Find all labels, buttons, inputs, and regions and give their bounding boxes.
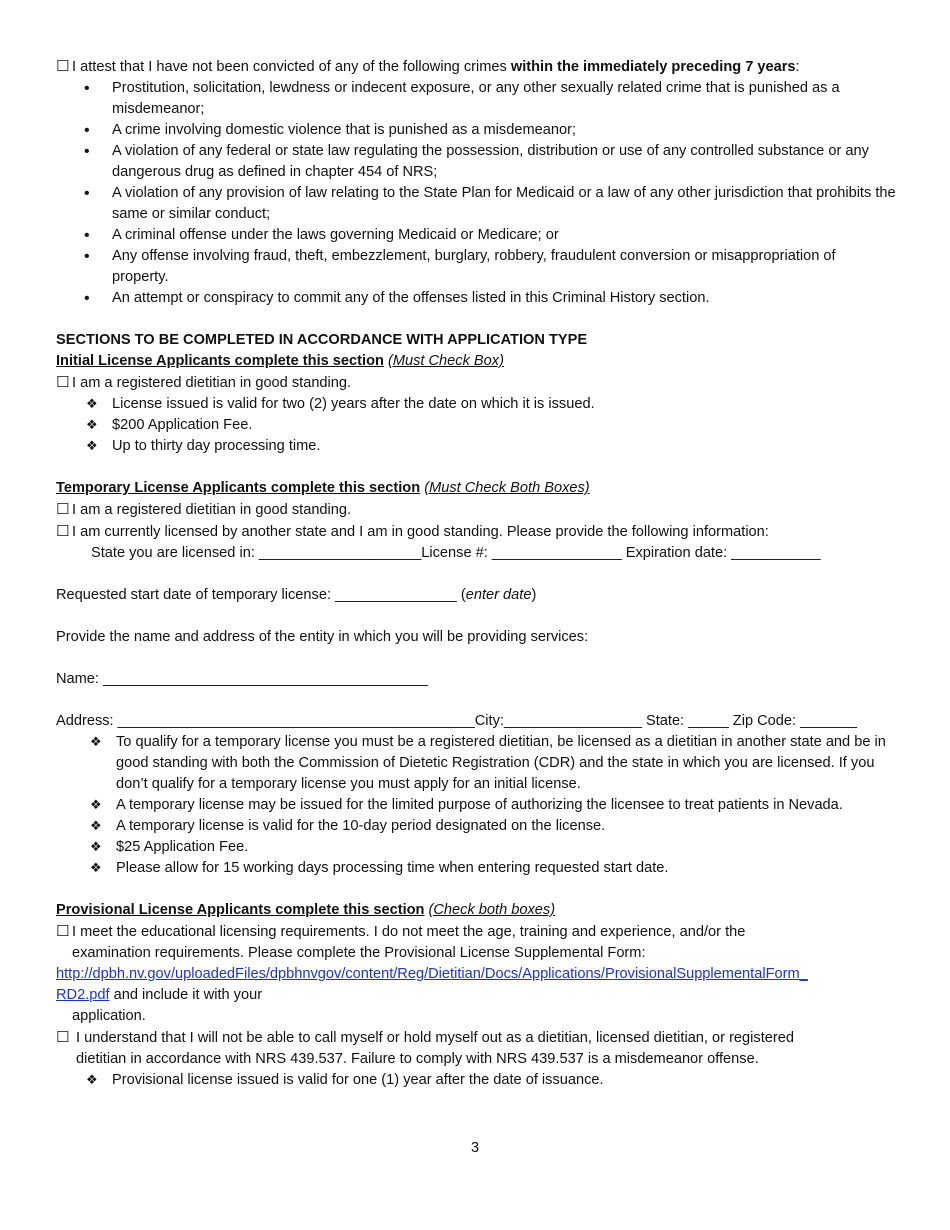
after-link-text: and include it with your bbox=[109, 987, 263, 1003]
crimes-list bbox=[56, 78, 896, 309]
initial-title: Initial License Applicants complete this section bbox=[56, 353, 384, 369]
application-word: application. bbox=[72, 1008, 146, 1024]
provisional-check1-cont: examination requirements. Please complete the Provisional License Supplemental Form: bbox=[72, 945, 646, 961]
supplemental-form-link-line-2 bbox=[56, 985, 896, 1006]
list-item bbox=[56, 415, 896, 436]
bullet-text: $25 Application Fee. bbox=[116, 839, 249, 855]
bullet-text: A temporary license may be issued for the limited purpose of authorizing the licensee to treat patients in Nevada. bbox=[116, 797, 843, 813]
supplemental-form-link-cont[interactable]: RD2.pdf bbox=[56, 987, 110, 1003]
initial-note: (Must Check Box) bbox=[387, 353, 504, 369]
bullet-text: $200 Application Fee. bbox=[112, 417, 253, 433]
provisional-check1-line bbox=[56, 921, 896, 943]
diamond-bullet-icon: ❖ bbox=[86, 397, 98, 412]
temporary-bullets bbox=[56, 732, 896, 879]
bullet-text: Up to thirty day processing time. bbox=[112, 438, 321, 454]
provisional-section-title bbox=[56, 900, 896, 921]
provisional-checkbox-2[interactable]: ☐ bbox=[56, 1028, 70, 1046]
attest-bold-text: within the immediately preceding 7 years bbox=[510, 59, 796, 75]
temporary-check2-line bbox=[56, 521, 896, 543]
entity-name-field[interactable]: Name: ________________________________________ bbox=[56, 671, 428, 687]
start-date-field[interactable] bbox=[56, 585, 896, 606]
attest-colon: : bbox=[795, 59, 800, 75]
start-date-close: ) bbox=[531, 587, 537, 603]
list-item bbox=[56, 837, 896, 858]
bullet-text: Provisional license issued is valid for one (1) year after the date of issuance. bbox=[112, 1072, 604, 1088]
list-item bbox=[56, 1070, 896, 1091]
list-item: • A violation of any federal or state law regulating the possession, distribution or use of any controlled substance or any dangerous drug as defined in chapter 454 of NRS; bbox=[56, 141, 896, 183]
diamond-bullet-icon: ❖ bbox=[90, 861, 102, 876]
list-item: • A crime involving domestic violence that is punished as a misdemeanor; bbox=[56, 120, 896, 141]
temporary-checkbox-1[interactable]: ☐ bbox=[56, 500, 70, 518]
list-item bbox=[56, 816, 896, 837]
supplemental-form-link[interactable]: http://dpbh.nv.gov/uploadedFiles/dpbhnvgov/content/Reg/Dietitian/Docs/Applications/ProvisionalSupplementalForm_ bbox=[56, 966, 808, 982]
initial-checkbox[interactable]: ☐ bbox=[56, 373, 70, 391]
temporary-checkbox-2[interactable]: ☐ bbox=[56, 522, 70, 540]
provisional-note: (Check both boxes) bbox=[428, 902, 556, 918]
start-date-hint: enter date bbox=[465, 587, 532, 603]
provisional-check2-text: I understand that I will not be able to call myself or hold myself out as a dietitian, licensed dietitian, or registered bbox=[72, 1030, 794, 1046]
diamond-bullet-icon: ❖ bbox=[86, 418, 98, 433]
list-item: • A criminal offense under the laws governing Medicaid or Medicare; or bbox=[56, 225, 896, 246]
provisional-title: Provisional License Applicants complete this section bbox=[56, 902, 425, 918]
list-item: • Prostitution, solicitation, lewdness or indecent exposure, or any other sexually related crime that is punished as a misdemeanor; bbox=[56, 78, 896, 120]
initial-check-line bbox=[56, 372, 896, 394]
bullet-text: A temporary license is valid for the 10-day period designated on the license. bbox=[116, 818, 606, 834]
page-number: 3 bbox=[470, 1140, 480, 1156]
criminal-attest-line bbox=[56, 56, 896, 78]
diamond-bullet-icon: ❖ bbox=[90, 735, 102, 750]
provisional-check2-cont: dietitian in accordance with NRS 439.537. Failure to comply with NRS 439.537 is a misdemeanor offense. bbox=[76, 1051, 759, 1067]
provisional-bullets bbox=[56, 1070, 896, 1091]
list-item: • An attempt or conspiracy to commit any of the offenses listed in this Criminal History section. bbox=[56, 288, 896, 309]
list-item: • A violation of any provision of law relating to the State Plan for Medicaid or a law of any other jurisdiction that prohibits the same or similar conduct; bbox=[56, 183, 896, 225]
diamond-bullet-icon: ❖ bbox=[90, 840, 102, 855]
diamond-bullet-icon: ❖ bbox=[90, 798, 102, 813]
list-item bbox=[56, 732, 896, 795]
temporary-check2-text: I am currently licensed by another state and I am in good standing. Please provide the following information: bbox=[72, 524, 769, 540]
initial-bullets bbox=[56, 394, 896, 457]
bullet-text: Please allow for 15 working days processing time when entering requested start date. bbox=[116, 860, 669, 876]
list-item bbox=[56, 394, 896, 415]
temporary-check1-line bbox=[56, 499, 896, 521]
form-page bbox=[56, 56, 896, 1091]
list-item: • Any offense involving fraud, theft, embezzlement, burglary, robbery, fraudulent conversion or misappropriation of property. bbox=[56, 246, 896, 288]
provisional-check2-line bbox=[56, 1027, 896, 1049]
start-date-label: Requested start date of temporary license: _______________ ( bbox=[56, 587, 466, 603]
supplemental-form-link-line bbox=[56, 964, 896, 985]
entity-prompt: Provide the name and address of the entity in which you will be providing services: bbox=[56, 629, 589, 645]
attest-text: I attest that I have not been convicted of any of the following crimes bbox=[72, 59, 511, 75]
diamond-bullet-icon: ❖ bbox=[86, 1073, 98, 1088]
attest-checkbox[interactable]: ☐ bbox=[56, 57, 70, 75]
diamond-bullet-icon: ❖ bbox=[86, 439, 98, 454]
list-item bbox=[56, 858, 896, 879]
bullet-text: License issued is valid for two (2) years after the date on which it is issued. bbox=[112, 396, 595, 412]
provisional-checkbox-1[interactable]: ☐ bbox=[56, 922, 70, 940]
list-item bbox=[56, 795, 896, 816]
temporary-note: (Must Check Both Boxes) bbox=[424, 480, 590, 496]
temporary-check1-text: I am a registered dietitian in good standing. bbox=[72, 502, 352, 518]
temporary-section-title bbox=[56, 478, 896, 499]
bullet-text: To qualify for a temporary license you must be a registered dietitian, be licensed as a dietitian in another state and be in good standing with both the Commission of Dietetic Registration (CDR) and the state in which you are licensed. If you don’t qualify for a temporary license you must apply for an initial license. bbox=[116, 734, 886, 792]
state-license-fields[interactable]: State you are licensed in: ____________________License #: ________________ Expiration date: ___________ bbox=[91, 545, 821, 561]
entity-address-field[interactable]: Address: ____________________________________________City:_________________ State: _____ Zip Code: _______ bbox=[56, 713, 857, 729]
provisional-check1-text: I meet the educational licensing requirements. I do not meet the age, training and experience, and/or the bbox=[72, 924, 746, 940]
diamond-bullet-icon: ❖ bbox=[90, 819, 102, 834]
temporary-title: Temporary License Applicants complete this section bbox=[56, 480, 421, 496]
initial-check-text: I am a registered dietitian in good standing. bbox=[72, 375, 352, 391]
sections-heading: SECTIONS TO BE COMPLETED IN ACCORDANCE WITH APPLICATION TYPE bbox=[56, 332, 588, 348]
list-item bbox=[56, 436, 896, 457]
initial-section-title bbox=[56, 351, 896, 372]
